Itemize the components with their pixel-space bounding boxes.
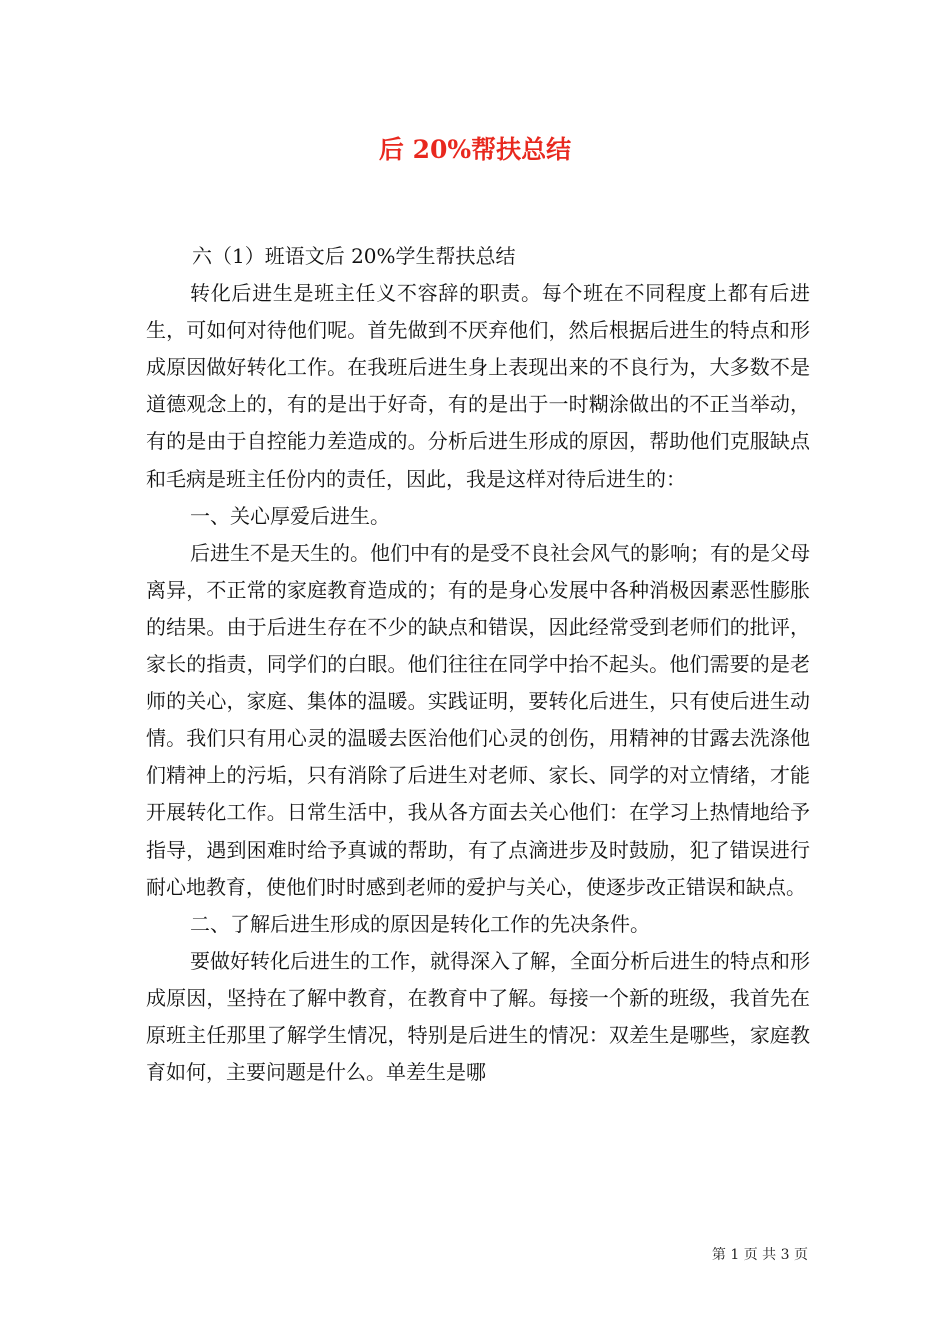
document-subtitle: 六（1）班语文后 20%学生帮扶总结 xyxy=(192,244,516,268)
document-title: 后 20%帮扶总结 xyxy=(378,135,572,164)
paragraph-section-two: 要做好转化后进生的工作，就得深入了解，全面分析后进生的特点和形成原因，坚持在了解中教育，在教育中了解。每接一个新的班级，我首先在原班主任那里了解学生情况，特别是后进生的情况：双差生是哪些，家庭教育如何，主要问题是什么。单差生是哪 xyxy=(146,948,810,1085)
paragraph-section-one: 后进生不是天生的。他们中有的是受不良社会风气的影响；有的是父母离异，不正常的家庭教育造成的；有的是身心发展中各种消极因素恶性膨胀的结果。由于后进生存在不少的缺点和错误，因此经常受到老师们的批评，家长的指责，同学们的白眼。他们往往在同学中抬不起头。他们需要的是老师的关心，家庭、集体的温暖。实践证明，要转化后进生，只有使后进生动情。我们只有用心灵的温暖去医治他们心灵的创伤，用精神的甘露去洗涤他们精神上的污垢，只有消除了后进生对老师、家长、同学的对立情绪，才能开展转化工作。日常生活中，我从各方面去关心他们：在学习上热情地给予指导，遇到困难时给予真诚的帮助，有了点滴进步及时鼓励，犯了错误进行耐心地教育，使他们时时感到老师的爱护与关心，使逐步改正错误和缺点。 xyxy=(146,540,810,899)
section-heading-two: 二、了解后进生形成的原因是转化工作的先决条件。 xyxy=(190,911,650,936)
document-body xyxy=(146,238,810,1091)
paragraph-intro: 转化后进生是班主任义不容辞的职责。每个班在不同程度上都有后进生，可如何对待他们呢。首先做到不厌弃他们，然后根据后进生的特点和形成原因做好转化工作。在我班后进生身上表现出来的不良行为，大多数不是道德观念上的，有的是出于好奇，有的是出于一时糊涂做出的不正当举动，有的是由于自控能力差造成的。分析后进生形成的原因，帮助他们克服缺点和毛病是班主任份内的责任，因此，我是这样对待后进生的： xyxy=(146,281,810,491)
page-number-footer: 第 1 页 共 3 页 xyxy=(711,1247,808,1263)
section-heading-one: 一、关心厚爱后进生。 xyxy=(190,503,390,528)
